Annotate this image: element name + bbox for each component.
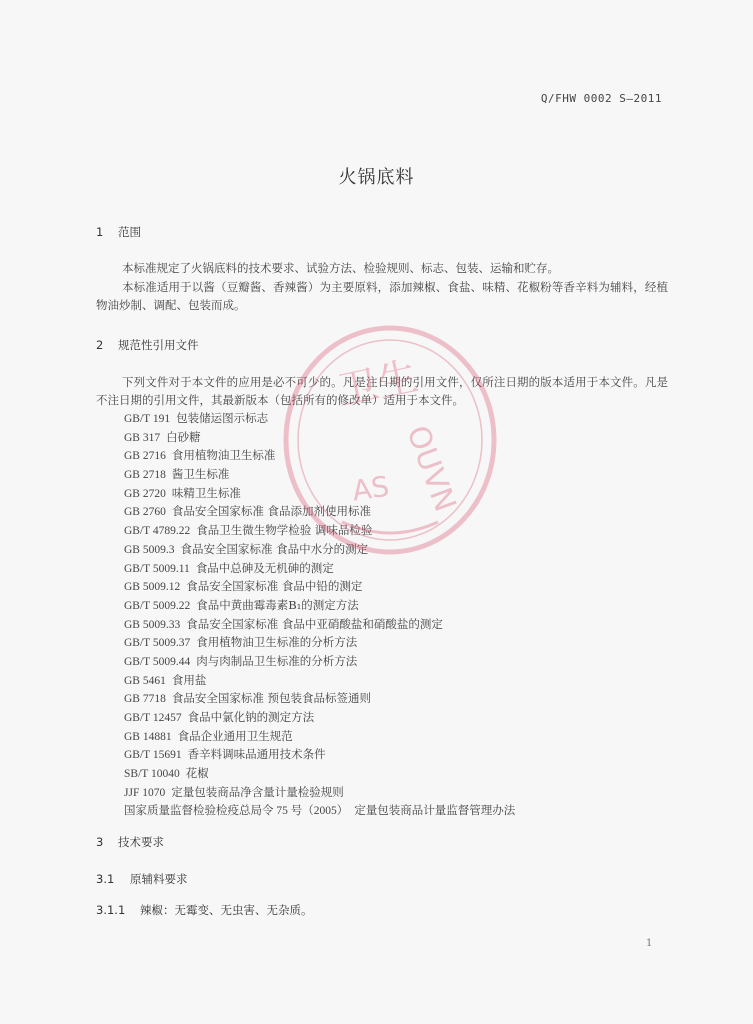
reference-item — [124, 521, 664, 540]
clause-3-1-1 — [96, 902, 313, 918]
reference-item — [124, 708, 664, 727]
reference-code: GB 2760 — [124, 506, 166, 519]
reference-code: GB 5461 — [124, 674, 166, 687]
reference-code: SB/T 10040 — [124, 768, 180, 781]
reference-code: GB/T 5009.37 — [124, 637, 191, 650]
reference-code: 国家质量监督检验检疫总局令 75 号（2005） — [124, 805, 349, 818]
reference-item — [124, 577, 664, 596]
reference-code: GB 5009.33 — [124, 618, 181, 631]
reference-code: GB 14881 — [124, 730, 172, 743]
reference-title: 食品安全国家标准 食品中铅的测定 — [186, 579, 363, 594]
reference-title: 食品企业通用卫生规范 — [177, 728, 293, 743]
section-1-paragraph-2: 本标准适用于以酱（豆瓣酱、香辣酱）为主要原料，添加辣椒、食盐、味精、花椒粉等香辛料为辅料，经植物油炒制、调配、包装而成。 — [96, 280, 668, 312]
reference-item — [124, 465, 664, 484]
reference-item — [124, 615, 664, 634]
reference-title: 白砂糖 — [166, 429, 201, 444]
reference-item — [124, 559, 664, 578]
document-number: Q/FHW 0002 S—2011 — [540, 92, 662, 105]
reference-title: 味精卫生标准 — [171, 485, 241, 500]
reference-item — [124, 446, 664, 465]
reference-code: GB 5009.12 — [124, 581, 181, 594]
svg-text:OUVN: OUVN — [399, 421, 463, 517]
page-number: 1 — [646, 938, 653, 949]
reference-item — [124, 502, 664, 521]
reference-title: 香辛料调味品通用技术条件 — [187, 747, 326, 762]
reference-title: 包装储运图示标志 — [176, 411, 269, 425]
reference-title: 花椒 — [185, 766, 209, 781]
clause-text: 辣椒：无霉变、无虫害、无杂质。 — [140, 903, 313, 917]
reference-item — [124, 596, 664, 615]
document-title: 火锅底料 — [338, 167, 415, 188]
reference-item — [124, 633, 664, 652]
section-3-heading — [96, 834, 164, 850]
reference-item — [124, 689, 664, 708]
reference-item — [124, 652, 664, 671]
section-title: 范围 — [118, 225, 141, 239]
reference-code: GB/T 12457 — [124, 712, 182, 724]
reference-title: 食用盐 — [171, 672, 207, 687]
reference-code: GB 7718 — [124, 693, 166, 706]
reference-title: 食品安全国家标准 预包装食品标签通则 — [171, 691, 372, 706]
reference-code: GB/T 4789.22 — [124, 525, 191, 538]
section-1-heading — [96, 224, 141, 240]
section-number: 3 — [96, 835, 104, 849]
reference-title: 肉与肉制品卫生标准的分析方法 — [196, 653, 358, 668]
reference-code: JJF 1070 — [124, 786, 166, 799]
reference-title: 食品中黄曲霉毒素B₁的测定方法 — [196, 597, 359, 612]
reference-title: 食品安全国家标准 食品添加剂使用标准 — [171, 504, 372, 519]
reference-code: GB/T 15691 — [124, 749, 182, 762]
reference-title: 食品中总砷及无机砷的测定 — [195, 560, 334, 575]
reference-code: GB/T 5009.44 — [124, 655, 191, 668]
reference-title: 食品安全国家标准 食品中亚硝酸盐和硝酸盐的测定 — [186, 616, 443, 631]
reference-title: 定量包装商品计量监督管理办法 — [354, 803, 516, 818]
reference-code: GB/T 191 — [124, 413, 171, 425]
reference-code: GB/T 5009.22 — [124, 599, 191, 612]
reference-code: GB 2716 — [124, 450, 166, 463]
section-2-intro: 下列文件对于本文件的应用是必不可少的。凡是注日期的引用文件，仅所注日期的版本适用于本文件。凡是不注日期的引用文件，其最新版本（包括所有的修改单）适用于本文件。 — [96, 375, 668, 407]
reference-code: GB/T 5009.11 — [124, 562, 190, 575]
reference-code: GB 2718 — [124, 469, 166, 482]
section-number: 2 — [96, 338, 104, 352]
section-2-heading — [96, 337, 199, 353]
reference-item — [124, 764, 664, 783]
normative-reference-list — [124, 409, 664, 820]
reference-item — [124, 745, 664, 764]
reference-item — [124, 783, 664, 802]
reference-item — [124, 801, 664, 820]
clause-number: 3.1.1 — [96, 903, 126, 917]
subsection-title: 原辅料要求 — [130, 872, 188, 886]
reference-title: 食用植物油卫生标准 — [171, 448, 276, 463]
svg-text:AS: AS — [350, 469, 392, 508]
reference-item — [124, 484, 664, 503]
reference-item — [124, 540, 664, 559]
reference-title: 食品卫生微生物学检验 调味品检验 — [196, 523, 373, 538]
reference-item — [124, 727, 664, 746]
section-title: 规范性引用文件 — [118, 338, 199, 352]
section-number: 1 — [96, 225, 104, 239]
section-title: 技术要求 — [118, 835, 164, 849]
reference-item — [124, 671, 664, 690]
reference-code: GB 5009.3 — [124, 543, 175, 556]
reference-title: 食用植物油卫生标准的分析方法 — [196, 635, 358, 650]
reference-title: 酱卫生标准 — [171, 467, 230, 482]
reference-code: GB 317 — [124, 431, 161, 444]
subsection-3-1-heading — [96, 871, 188, 887]
reference-item — [124, 428, 664, 447]
svg-text:卫生: 卫生 — [334, 353, 423, 416]
reference-code: GB 2720 — [124, 487, 166, 500]
section-1-paragraph-1: 本标准规定了火锅底料的技术要求、试验方法、检验规则、标志、包装、运输和贮存。 — [122, 261, 559, 275]
reference-title: 食品中氯化钠的测定方法 — [187, 710, 315, 724]
subsection-number: 3.1 — [96, 872, 115, 886]
reference-title: 食品安全国家标准 食品中水分的测定 — [180, 541, 369, 556]
reference-item — [124, 409, 664, 428]
reference-title: 定量包装商品净含量计量检验规则 — [171, 784, 344, 799]
